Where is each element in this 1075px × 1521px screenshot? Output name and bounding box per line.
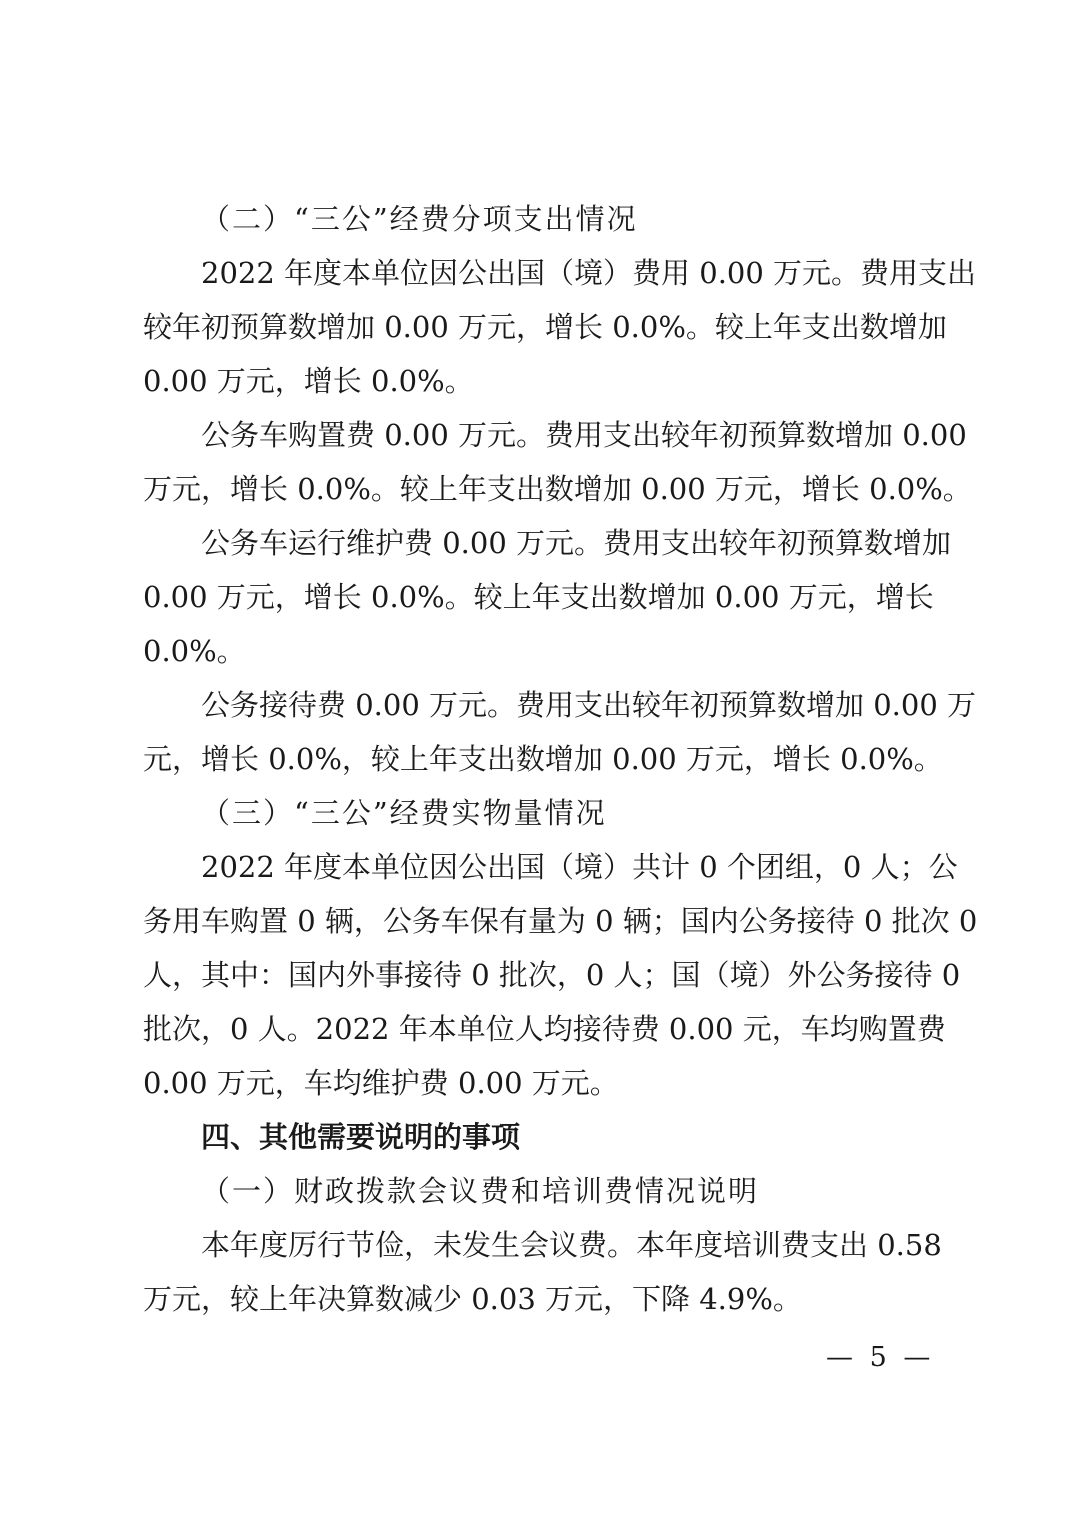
paragraph-vehicle-purchase (143, 408, 972, 516)
section-heading-other-matters (143, 1110, 943, 1164)
paragraph-vehicle-maintenance (143, 516, 952, 678)
text-line: 公务接待费 0.00 万元。费用支出较年初预算数增加 0.00 万 (201, 688, 977, 722)
text-line: 元，增长 0.0%，较上年支出数增加 0.00 万元，增长 0.0%。 (143, 742, 943, 776)
text-line: 公务车运行维护费 0.00 万元。费用支出较年初预算数增加 (201, 526, 952, 560)
paragraph-physical-quantities (143, 840, 978, 1110)
subheading-three-public-itemized (143, 192, 943, 246)
text-line: 务用车购置 0 辆，公务车保有量为 0 辆；国内公务接待 0 批次 0 (143, 904, 978, 938)
text-line: 公务车购置费 0.00 万元。费用支出较年初预算数增加 0.00 (201, 418, 967, 452)
text-line: （一）财政拨款会议费和培训费情况说明 (201, 1174, 760, 1208)
text-line: 较年初预算数增加 0.00 万元，增长 0.0%。较上年支出数增加 (143, 310, 947, 344)
text-line: 0.0%。 (143, 634, 246, 668)
subheading-meeting-training (143, 1164, 943, 1218)
paragraph-meeting-training (143, 1218, 943, 1326)
text-line: 0.00 万元，增长 0.0%。较上年支出数增加 0.00 万元，增长 (143, 580, 934, 614)
text-line: 万元，增长 0.0%。较上年支出数增加 0.00 万元，增长 0.0%。 (143, 472, 972, 506)
page-number: — 5 — (826, 1342, 935, 1373)
document-body (143, 192, 978, 1326)
text-line: （三）“三公”经费实物量情况 (201, 796, 607, 830)
text-line: 万元，较上年决算数减少 0.03 万元，下降 4.9%。 (143, 1282, 802, 1316)
text-line: 批次，0 人。2022 年本单位人均接待费 0.00 元，车均购置费 (143, 1012, 946, 1046)
text-line: 2022 年度本单位因公出国（境）共计 0 个团组，0 人；公 (201, 850, 958, 884)
text-line: 本年度厉行节俭，未发生会议费。本年度培训费支出 0.58 (201, 1228, 942, 1262)
text-line: 2022 年度本单位因公出国（境）费用 0.00 万元。费用支出 (201, 256, 977, 290)
text-line: 人，其中：国内外事接待 0 批次，0 人；国（境）外公务接待 0 (143, 958, 961, 992)
paragraph-reception (143, 678, 977, 786)
text-line: 四、其他需要说明的事项 (201, 1120, 521, 1154)
text-line: 0.00 万元，车均维护费 0.00 万元。 (143, 1066, 619, 1100)
paragraph-overseas-travel (143, 246, 977, 408)
subheading-three-public-physical (143, 786, 943, 840)
text-line: 0.00 万元，增长 0.0%。 (143, 364, 474, 398)
text-line: （二）“三公”经费分项支出情况 (201, 202, 638, 236)
